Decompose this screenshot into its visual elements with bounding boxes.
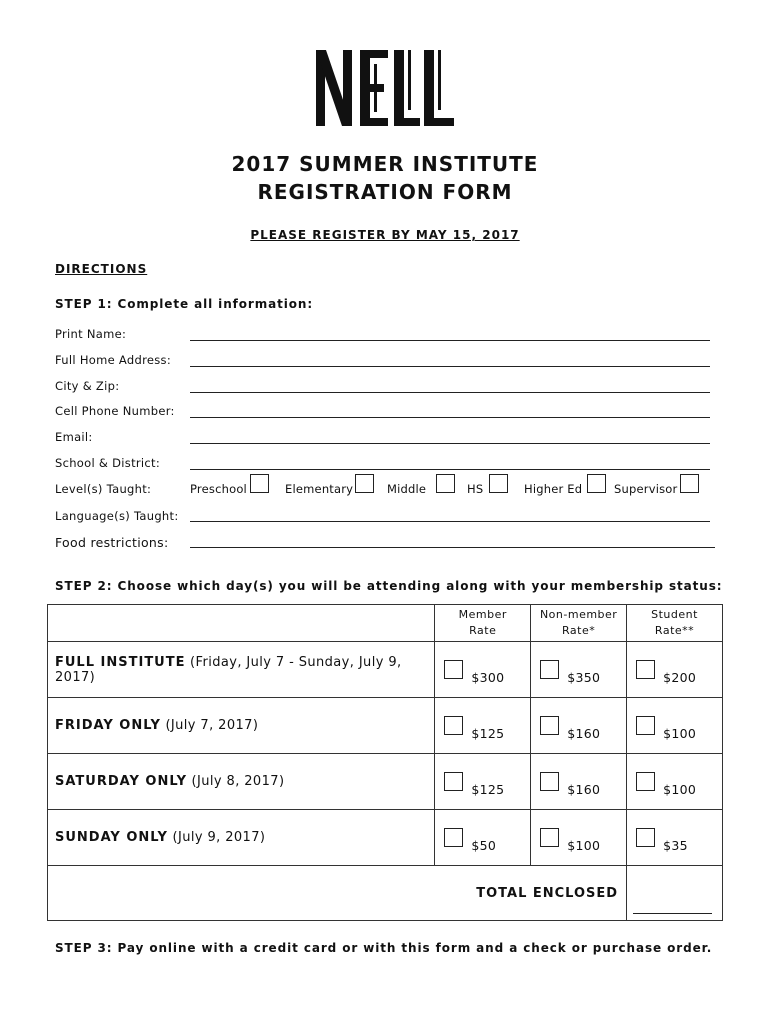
- nell-logo-icon: [316, 48, 456, 128]
- languages-taught-label: Language(s) Taught:: [55, 509, 179, 523]
- nonmember-rate-header: Non-member Rate*: [531, 605, 627, 642]
- print-name-label: Print Name:: [55, 327, 127, 341]
- level-preschool-checkbox[interactable]: [250, 474, 269, 493]
- level-higher-ed-label: Higher Ed: [524, 482, 583, 496]
- full-member-checkbox[interactable]: [444, 660, 463, 679]
- level-middle-checkbox[interactable]: [436, 474, 455, 493]
- level-elementary-label: Elementary: [285, 482, 354, 496]
- saturday-only-label: SATURDAY ONLY (July 8, 2017): [48, 754, 435, 810]
- total-enclosed-field[interactable]: [633, 913, 712, 914]
- member-rate-header: Member Rate: [435, 605, 531, 642]
- languages-taught-field[interactable]: [190, 520, 710, 522]
- cell-phone-label: Cell Phone Number:: [55, 404, 175, 418]
- table-row: [48, 698, 723, 754]
- level-preschool-label: Preschool: [190, 482, 247, 496]
- step1-heading: STEP 1: Complete all information:: [55, 297, 314, 311]
- table-row: [48, 642, 723, 698]
- home-address-label: Full Home Address:: [55, 353, 172, 367]
- form-title-line1: 2017 SUMMER INSTITUTE: [231, 152, 539, 176]
- level-hs-checkbox[interactable]: [489, 474, 508, 493]
- saturday-student-price: $100: [663, 782, 697, 797]
- friday-nonmember-checkbox[interactable]: [540, 716, 559, 735]
- directions-heading: DIRECTIONS: [55, 262, 148, 276]
- friday-only-label: FRIDAY ONLY (July 7, 2017): [48, 698, 435, 754]
- step3-text: STEP 3: Pay online with a credit card or with this form and a check or purchase order.: [55, 941, 713, 955]
- cell-phone-field[interactable]: [190, 416, 710, 418]
- registration-deadline: PLEASE REGISTER BY MAY 15, 2017: [250, 228, 520, 242]
- sunday-nonmember-checkbox[interactable]: [540, 828, 559, 847]
- levels-taught-label: Level(s) Taught:: [55, 482, 152, 496]
- form-title-line2: REGISTRATION FORM: [257, 180, 513, 204]
- total-enclosed-cell: [627, 866, 723, 921]
- friday-student-price: $100: [663, 726, 697, 741]
- level-hs-label: HS: [467, 482, 484, 496]
- school-district-field[interactable]: [190, 468, 710, 470]
- level-supervisor-checkbox[interactable]: [680, 474, 699, 493]
- student-rate-header: Student Rate**: [627, 605, 723, 642]
- saturday-nonmember-price: $160: [567, 782, 601, 797]
- email-field[interactable]: [190, 442, 710, 444]
- print-name-field[interactable]: [190, 339, 710, 341]
- sunday-student-price: $35: [663, 838, 688, 853]
- table-row: [48, 754, 723, 810]
- total-row: [48, 866, 723, 921]
- friday-member-checkbox[interactable]: [444, 716, 463, 735]
- saturday-member-price: $125: [471, 782, 505, 797]
- saturday-student-checkbox[interactable]: [636, 772, 655, 791]
- friday-student-checkbox[interactable]: [636, 716, 655, 735]
- email-label: Email:: [55, 430, 93, 444]
- full-student-price: $200: [663, 670, 697, 685]
- school-district-label: School & District:: [55, 456, 161, 470]
- full-member-price: $300: [471, 670, 505, 685]
- full-student-checkbox[interactable]: [636, 660, 655, 679]
- food-restrictions-field[interactable]: [190, 546, 715, 548]
- sunday-member-price: $50: [471, 838, 497, 853]
- food-restrictions-label: Food restrictions:: [55, 535, 169, 550]
- step2-heading: STEP 2: Choose which day(s) you will be attending along with your membership status:: [55, 579, 723, 593]
- friday-member-price: $125: [471, 726, 505, 741]
- city-zip-label: City & Zip:: [55, 379, 120, 393]
- full-institute-label: FULL INSTITUTE (Friday, July 7 - Sunday, July 9, 2017): [48, 642, 435, 698]
- saturday-nonmember-checkbox[interactable]: [540, 772, 559, 791]
- sunday-only-label: SUNDAY ONLY (July 9, 2017): [48, 810, 435, 866]
- sunday-nonmember-price: $100: [567, 838, 601, 853]
- level-middle-label: Middle: [387, 482, 427, 496]
- attendance-table: [47, 604, 723, 921]
- sunday-student-checkbox[interactable]: [636, 828, 655, 847]
- level-higher-ed-checkbox[interactable]: [587, 474, 606, 493]
- saturday-member-checkbox[interactable]: [444, 772, 463, 791]
- table-header-row: [48, 605, 723, 642]
- home-address-field[interactable]: [190, 365, 710, 367]
- friday-nonmember-price: $160: [567, 726, 601, 741]
- full-nonmember-checkbox[interactable]: [540, 660, 559, 679]
- table-row: [48, 810, 723, 866]
- table-header-blank: [48, 605, 435, 642]
- sunday-member-checkbox[interactable]: [444, 828, 463, 847]
- level-supervisor-label: Supervisor: [614, 482, 678, 496]
- total-enclosed-label: TOTAL ENCLOSED: [48, 866, 627, 921]
- level-elementary-checkbox[interactable]: [355, 474, 374, 493]
- city-zip-field[interactable]: [190, 391, 710, 393]
- full-nonmember-price: $350: [567, 670, 601, 685]
